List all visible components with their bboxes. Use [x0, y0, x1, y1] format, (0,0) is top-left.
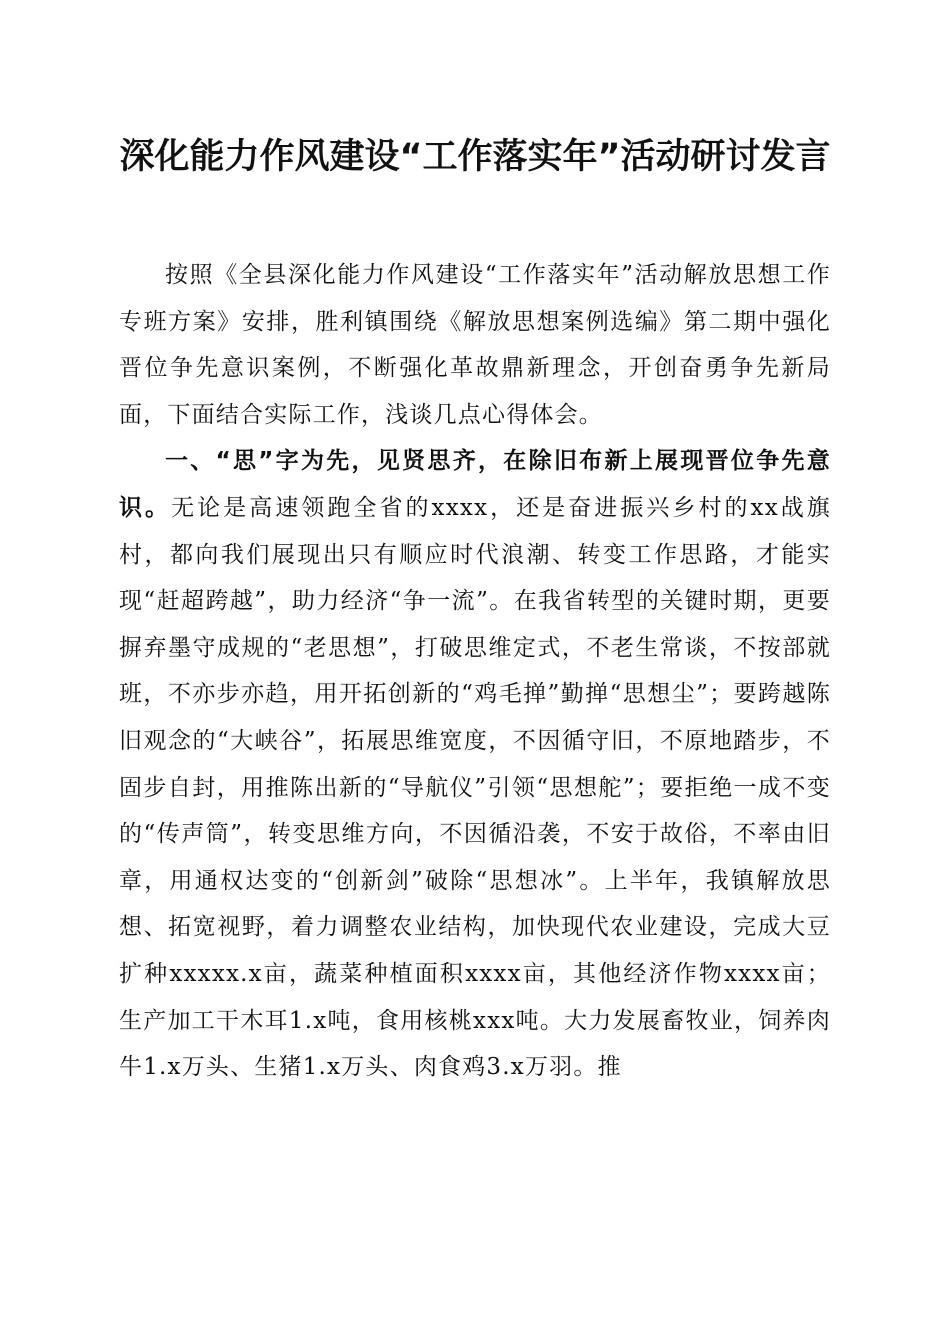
section-1-body: 无论是高速领跑全省的xxxx，还是奋进振兴乡村的xx战旗村，都向我们展现出只有顺应时代浪潮、转变工作思路，才能实现“赶超跨越”，助力经济“争一流”。在我省转型的关键时期，更要摒弃墨守成规的“老思想”，打破思维定式，不老生常谈，不按部就班，不亦步亦趋，用开拓创新的“鸡毛掸”勤掸“思想尘”；要跨越陈旧观念的“大峡谷”，拓展思维宽度，不因循守旧，不原地踏步，不固步自封，用推陈出新的“导航仪”引领“思想舵”；要拒绝一成不变的“传声筒”，转变思维方向，不因循沿袭，不安于故俗，不率由旧章，用通权达变的“创新剑”破除“思想冰”。上半年，我镇解放思想、拓宽视野，着力调整农业结构，加快现代农业建设，完成大豆扩种xxxxx.x亩，蔬菜种植面积xxxx亩，其他经济作物xxxx亩；生产加工干木耳1.x吨，食用核桃xxx吨。大力发展畜牧业，饲养肉牛1.x万头、生猪1.x万头、肉食鸡3.x万羽。推 — [119, 494, 831, 1081]
section-1-paragraph — [119, 438, 831, 1090]
section-1-heading: 一、“思”字为先，见贤思齐，在除旧布新上展现晋位争先意识。 — [119, 448, 831, 521]
document-body — [119, 252, 831, 1091]
intro-paragraph: 按照《全县深化能力作风建设“工作落实年”活动解放思想工作专班方案》安排，胜利镇围绕《解放思想案例选编》第二期中强化晋位争先意识案例，不断强化革故鼎新理念，开创奋勇争先新局面，下面结合实际工作，浅谈几点心得体会。 — [119, 262, 831, 428]
document-title: 深化能力作风建设“工作落实年”活动研讨发言 — [119, 137, 831, 177]
